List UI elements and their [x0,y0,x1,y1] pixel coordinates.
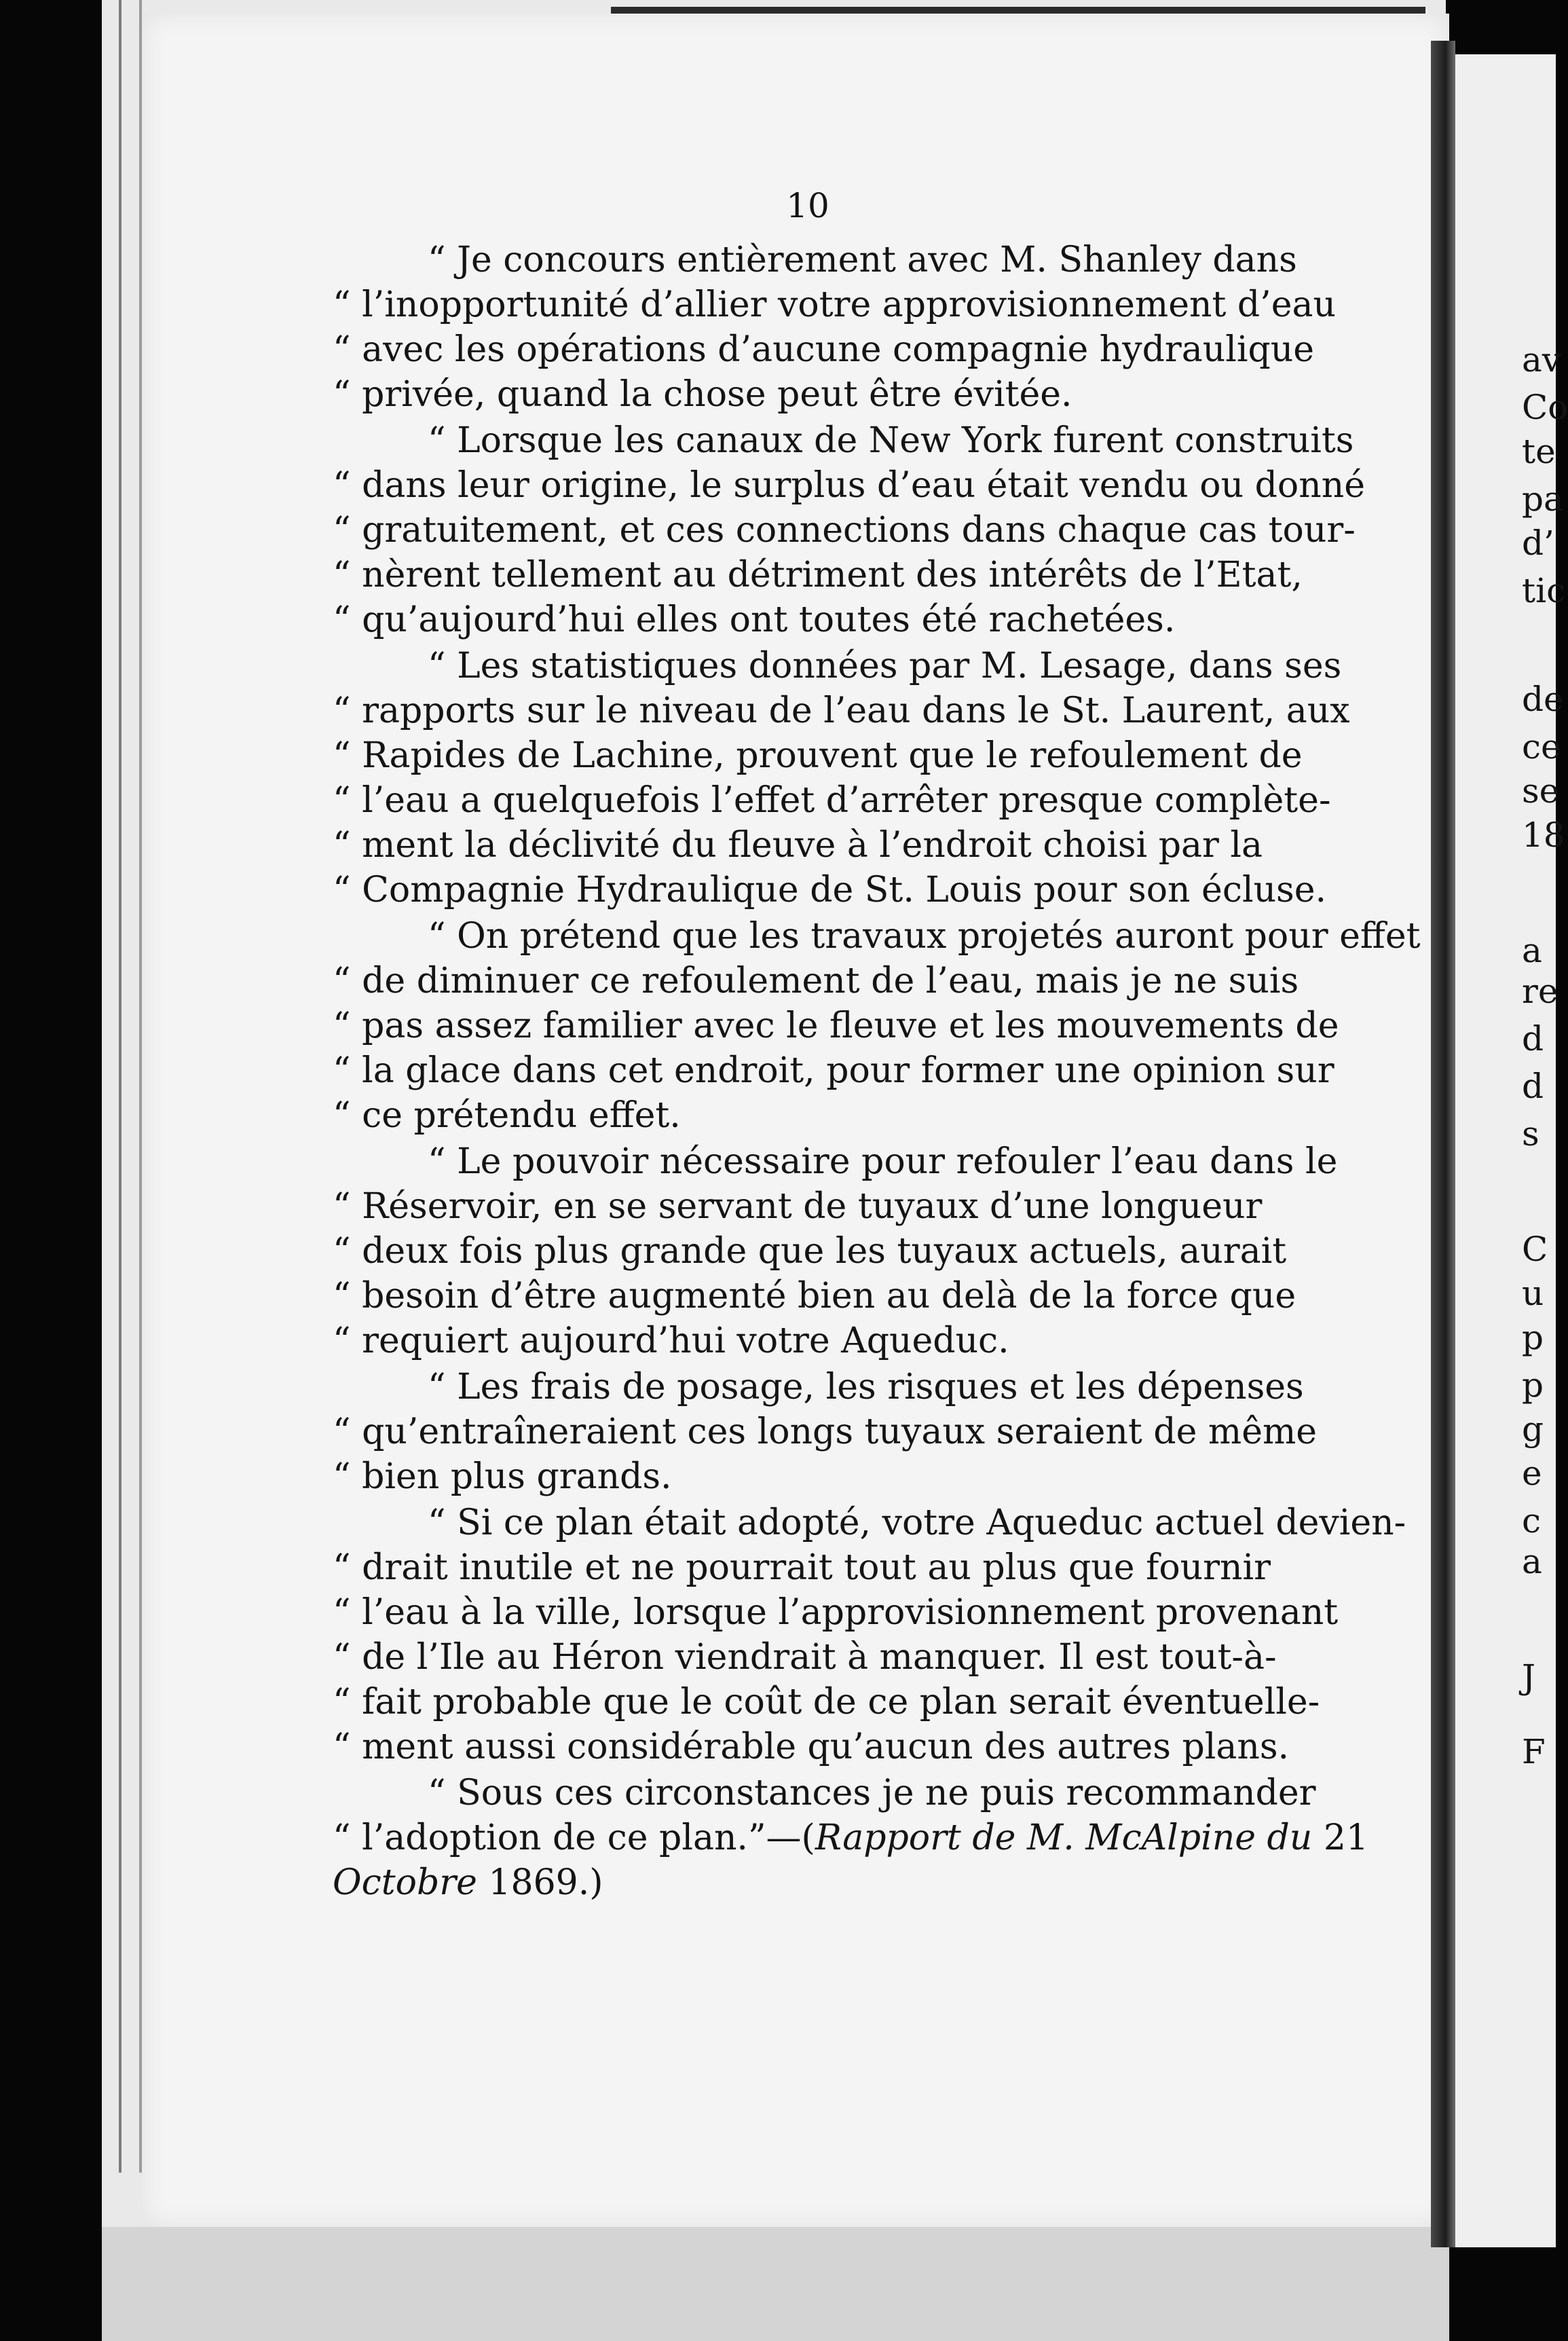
text-segment: 21 [1312,1818,1368,1858]
right-page-text-fragment: re [1522,972,1558,1011]
text-line: “ gratuitement, et ces connections dans chaque cas tour- [333,510,1356,551]
text-line: “ l’eau à la ville, lorsque l’approvisionnement provenant [333,1592,1339,1633]
text-line: “ ce prétendu effet. [333,1095,681,1136]
right-page-text-fragment: d [1522,1019,1544,1058]
citation-month: Octobre [333,1862,477,1903]
right-page-text-fragment: F [1522,1732,1546,1771]
text-line: “ Lorsque les canaux de New York furent construits [428,420,1354,461]
text-line: “ qu’entraîneraient ces longs tuyaux seraient de même [333,1412,1318,1452]
text-line: “ ment la déclivité du fleuve à l’endroit choisi par la [333,825,1263,866]
right-page-text-fragment: 18 [1522,815,1565,855]
text-line: “ Rapides de Lachine, prouvent que le refoulement de [333,735,1303,776]
right-page-text-fragment: pa [1522,479,1564,519]
paragraph [333,1365,1337,1499]
text-line: “ drait inutile et ne pourrait tout au plus que fournir [333,1547,1271,1588]
right-page-text-fragment: se [1522,771,1560,811]
book-gutter [1431,41,1455,2247]
text-line: “ de diminuer ce refoulement de l’eau, mais je ne suis [333,961,1299,1001]
right-page-text-fragment: de [1522,680,1564,719]
right-page-text-fragment: av [1522,340,1562,380]
page-bottom-edge [102,2227,1449,2341]
paragraph [333,1500,1406,1769]
text-line: “ qu’aujourd’hui elles ont toutes été rachetées. [333,600,1176,640]
text-line: “ pas assez familier avec le fleuve et les mouvements de [333,1006,1339,1046]
text-line: “ bien plus grands. [333,1456,672,1497]
text-block [333,183,1421,1906]
text-line: “ avec les opérations d’aucune compagnie hydraulique [333,329,1315,370]
text-line: “ privée, quand la chose peut être évitée. [333,374,1072,415]
right-page-text-fragment: p [1522,1365,1544,1405]
right-page-text-fragment: g [1522,1409,1544,1449]
right-page-text-fragment: a [1522,931,1542,970]
page-edge-line [119,0,122,2173]
text-line: “ Réservoir, en se servant de tuyaux d’une longueur [333,1186,1263,1227]
text-line: “ Les statistiques données par M. Lesage, dans ses [428,646,1342,686]
right-page-text-fragment: d [1522,1067,1544,1106]
right-page-text-fragment: s [1522,1114,1539,1154]
text-line: “ Le pouvoir nécessaire pour refouler l’eau dans le [428,1141,1338,1182]
final-paragraph [333,1771,1368,1905]
paragraph [333,418,1365,642]
text-segment: 1869.) [477,1862,603,1903]
text-line: “ fait probable que le coût de ce plan serait éventuelle- [333,1682,1320,1722]
text-line [333,1860,1337,1905]
text-line: “ nèrent tellement au détriment des intérêts de l’Etat, [333,555,1303,595]
text-line: “ Je concours entièrement avec M. Shanley dans [428,240,1297,280]
text-line: “ l’eau a quelquefois l’effet d’arrêter presque complète- [333,780,1331,821]
text-line: “ Si ce plan était adopté, votre Aqueduc actuel devien- [428,1503,1406,1543]
page-number: 10 [786,186,829,225]
right-page-text-fragment: p [1522,1318,1544,1357]
paragraph [333,1139,1337,1363]
right-page-text-fragment: a [1522,1542,1542,1581]
text-line: “ requiert aujourd’hui votre Aqueduc. [333,1321,1009,1361]
right-page-text-fragment: d’ [1522,523,1554,563]
text-line: “ On prétend que les travaux projetés auront pour effet [428,916,1421,957]
right-page-text-fragment: J [1522,1657,1536,1697]
text-line: “ la glace dans cet endroit, pour former une opinion sur [333,1050,1334,1091]
text-segment: “ l’adoption de ce plan.”—( [333,1818,815,1858]
text-line: “ Les frais de posage, les risques et les dépenses [428,1367,1304,1407]
text-line: “ l’inopportunité d’allier votre approvisionnement d’eau [333,284,1336,325]
right-page-text-fragment: ce [1522,727,1561,767]
text-line [333,1815,1368,1860]
citation: Rapport de M. McAlpine du [815,1818,1313,1858]
right-page-text-fragment: c [1522,1501,1542,1541]
text-line: “ besoin d’être augmenté bien au delà de la force que [333,1276,1296,1316]
paragraph [333,644,1350,913]
text-line: “ de l’Ile au Héron viendrait à manquer. Il est tout-à- [333,1637,1277,1678]
text-line: “ Compagnie Hydraulique de St. Louis pour son écluse. [333,870,1327,910]
text-line: “ rapports sur le niveau de l’eau dans le St. Laurent, aux [333,690,1350,731]
paragraphs [333,238,1421,1769]
right-page-text-fragment: e [1522,1454,1542,1493]
text-line: “ ment aussi considérable qu’aucun des autres plans. [333,1727,1290,1767]
paragraph [333,238,1337,417]
text-line: “ dans leur origine, le surplus d’eau était vendu ou donné [333,465,1365,506]
text-line: “ deux fois plus grande que les tuyaux actuels, aurait [333,1231,1287,1272]
page-edge-line [139,0,142,2173]
right-page-text-fragment: C [1522,1230,1548,1269]
right-page-text-fragment: Co [1522,388,1568,427]
right-page [1455,54,1556,2247]
right-page-text-fragment: tic [1522,571,1566,610]
text-line: “ Sous ces circonstances je ne puis recommander [428,1773,1316,1813]
paragraph [333,914,1421,1138]
right-page-text-fragment: te [1522,432,1556,471]
right-page-text-fragment: u [1522,1274,1544,1313]
